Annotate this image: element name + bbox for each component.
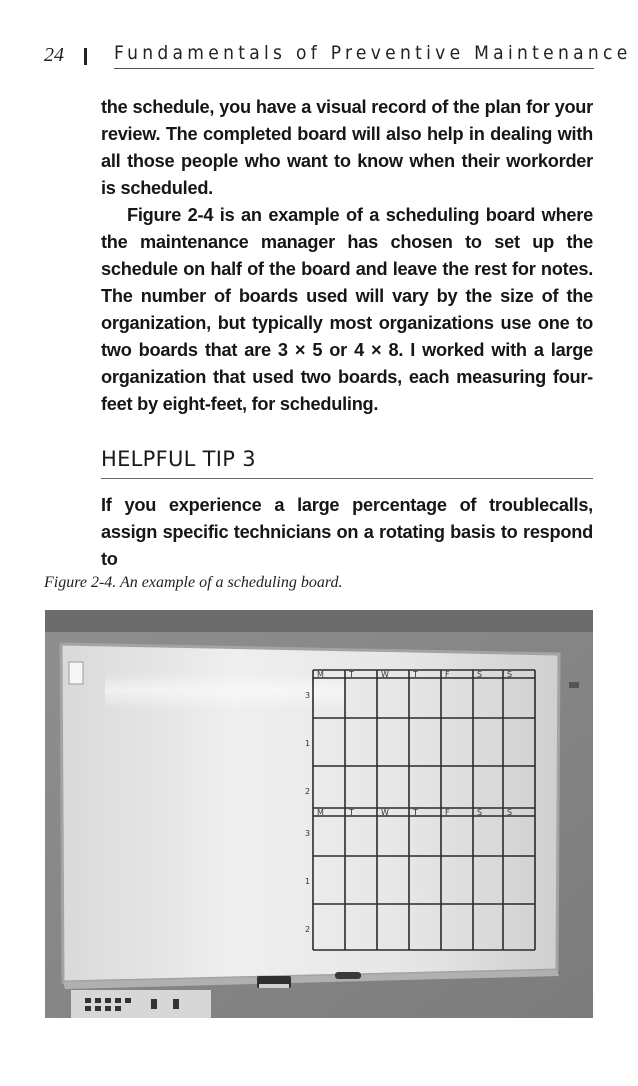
body-text xyxy=(101,94,593,418)
figure-caption: Figure 2-4. An example of a scheduling board. xyxy=(44,574,343,591)
day-header-top: W xyxy=(381,670,389,679)
board-note xyxy=(69,662,83,684)
helpful-tip xyxy=(101,447,593,471)
row-label-top: 2 xyxy=(305,787,311,796)
day-header-bottom: W xyxy=(381,808,389,817)
tip-text: If you experience a large percentage of troublecalls, assign specific technicians on a rotating basis to respond to xyxy=(101,495,593,569)
paragraph-1: the schedule, you have a visual record of the plan for your review. The completed board will also help in dealing with all those people who want to know when their workorder is scheduled. xyxy=(101,97,593,198)
day-header-bottom: F xyxy=(445,808,450,817)
day-header-top: T xyxy=(413,670,418,679)
day-header-bottom: S xyxy=(507,808,513,817)
tip-rule xyxy=(101,478,593,479)
row-label-bottom: 1 xyxy=(305,877,311,886)
page-number: 24 xyxy=(44,44,64,66)
header-rule xyxy=(114,68,594,69)
day-header-bottom: T xyxy=(413,808,418,817)
marker xyxy=(335,972,361,979)
header-divider xyxy=(84,48,87,65)
day-header-bottom: T xyxy=(349,808,354,817)
row-label-bottom: 2 xyxy=(305,925,311,934)
ceiling-shadow xyxy=(45,610,593,632)
day-header-bottom: M xyxy=(317,808,324,817)
day-header-top: F xyxy=(445,670,450,679)
desk-equipment xyxy=(71,990,211,1018)
wall-item-right xyxy=(569,682,579,688)
day-header-top: S xyxy=(507,670,513,679)
row-label-top: 1 xyxy=(305,739,311,748)
eraser-felt xyxy=(259,984,289,988)
day-header-bottom: S xyxy=(477,808,483,817)
row-label-bottom: 3 xyxy=(305,829,311,838)
day-header-top: T xyxy=(349,670,354,679)
tip-heading: HELPFUL TIP 3 xyxy=(101,447,256,471)
paragraph-2: Figure 2-4 is an example of a scheduling board where the maintenance manager has chosen to set up the schedule on half of the board and leave the rest for notes. The number of boards used will vary by the size of the organization, but typically most organizations use one to two boards that are 3 × 5 or 4 × 8. I worked with a large organization that used two boards, each measuring four-feet by eight-feet, for scheduling. xyxy=(101,205,593,414)
scheduling-board-photo xyxy=(45,610,593,1018)
row-label-top: 3 xyxy=(305,691,311,700)
day-header-top: M xyxy=(317,670,324,679)
page-header xyxy=(44,42,632,70)
running-title: Fundamentals of Preventive Maintenance xyxy=(114,42,632,64)
day-header-top: S xyxy=(477,670,483,679)
